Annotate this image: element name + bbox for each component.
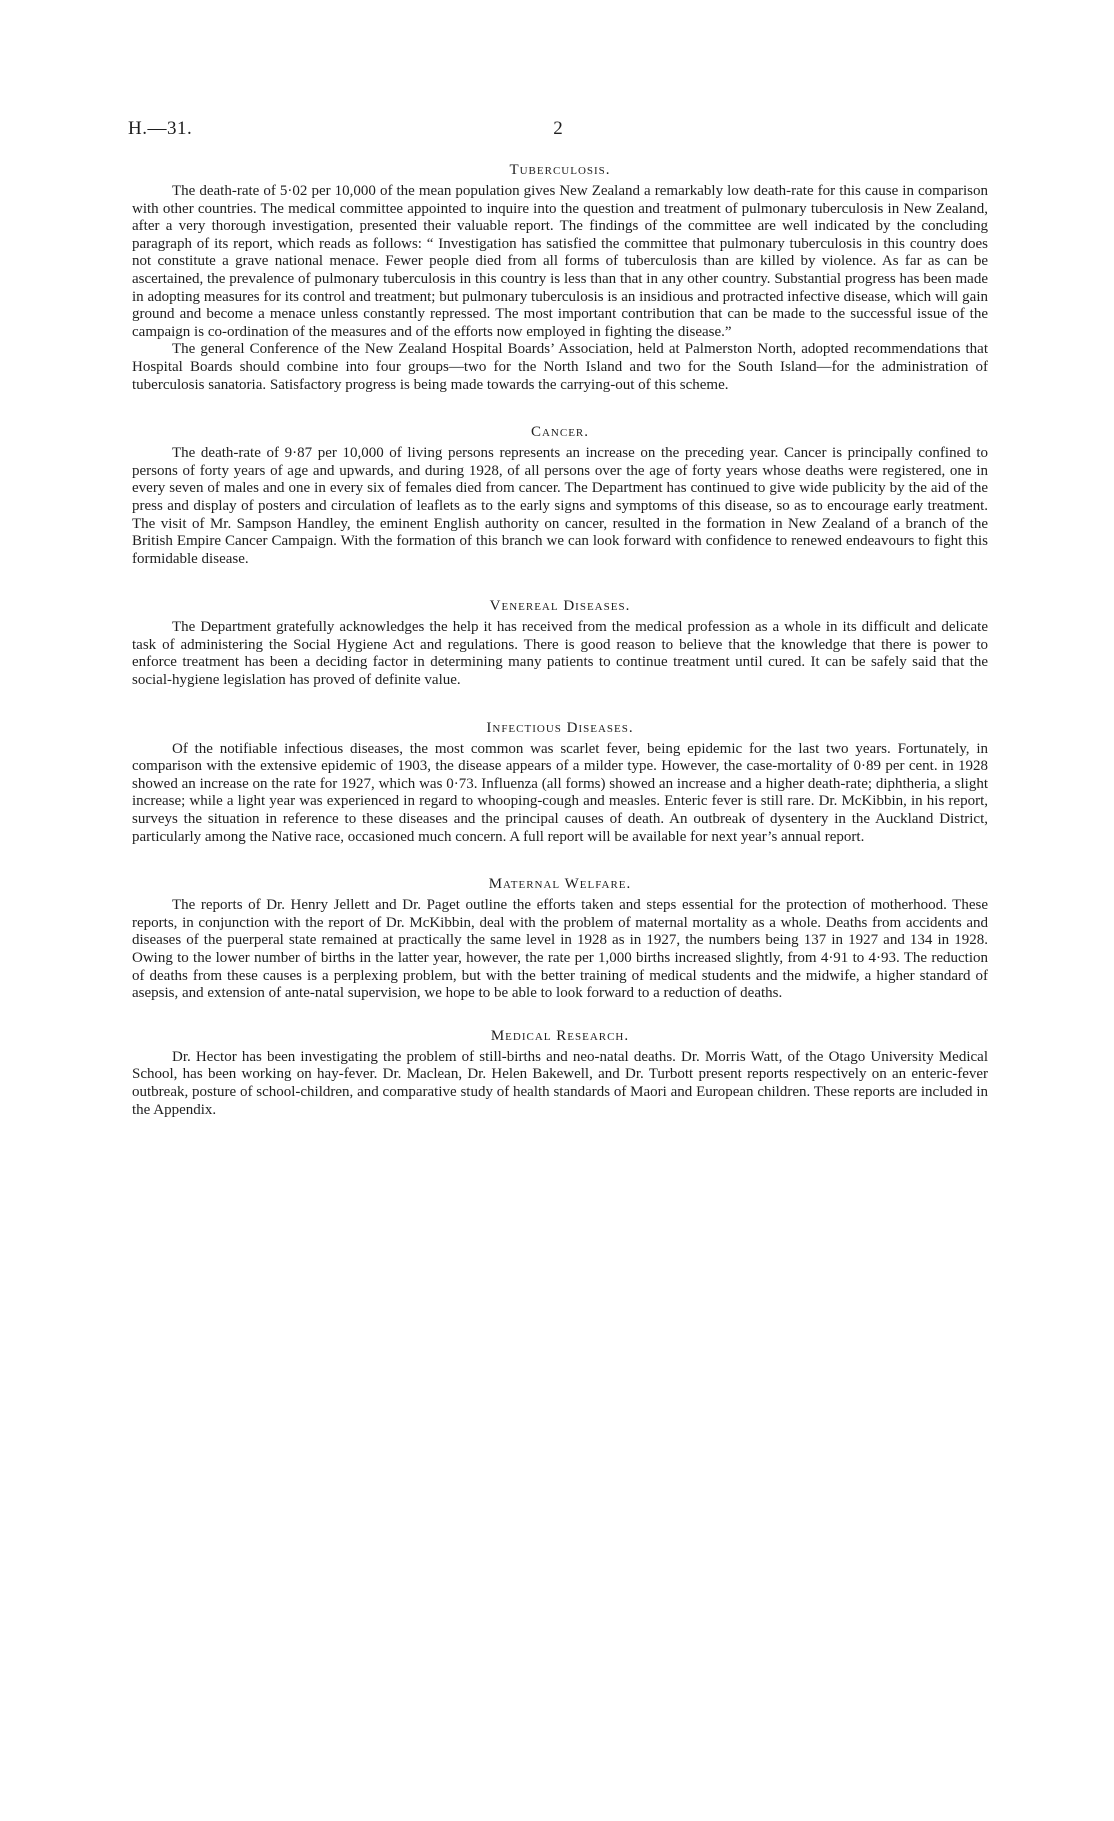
section-spacer bbox=[132, 568, 988, 598]
section-heading: Medical Research. bbox=[490, 1027, 630, 1044]
section-medical-research bbox=[132, 1028, 988, 1119]
section-heading: Venereal Diseases. bbox=[489, 598, 631, 615]
section-infectious-diseases bbox=[132, 720, 988, 847]
section-heading: Tuberculosis. bbox=[509, 162, 611, 178]
section-tuberculosis bbox=[132, 162, 988, 394]
section-spacer bbox=[132, 394, 988, 424]
section-heading: Maternal Welfare. bbox=[488, 876, 632, 893]
paragraph: The Department gratefully acknowledges the help it has received from the medical profession as a whole in its difficult and delicate task of administering the Social Hygiene Act and regulations. There is good reason to believe that the knowledge that there is power to enforce treatment has been a deciding factor in determining many patients to continue treatment until cured. It can be safely said that the social-hygiene legislation has proved of definite value. bbox=[132, 619, 988, 689]
section-heading: Cancer. bbox=[530, 424, 590, 441]
paragraph: Of the notifiable infectious diseases, the most common was scarlet fever, being epidemic for the last two years. Fortunately, in comparison with the extensive epidemic of 1903, the disease appears of a milder type. However, the case-mortality of 0·89 per cent. in 1928 showed an increase on the rate for 1927, which was 0·73. Influenza (all forms) showed an increase and a higher death-rate; diphtheria, a slight increase; while a light year was experienced in regard to whooping-cough and measles. Enteric fever is still rare. Dr. McKibbin, in his report, surveys the situation in reference to these diseases and the principal causes of death. An outbreak of dysentery in the Auckland District, particularly among the Native race, occasioned much concern. A full report will be available for next year’s annual report. bbox=[132, 740, 988, 845]
section-cancer bbox=[132, 424, 988, 568]
paragraph: Dr. Hector has been investigating the problem of still-births and neo-natal deaths. Dr. Morris Watt, of the Otago University Medical School, has been working on hay-fever. Dr. Maclean, Dr. Helen Bakewell, and Dr. Turbott present reports respectively on an enteric-fever outbreak, posture of school-children, and comparative study of health standards of Maori and European children. These reports are included in the Appendix. bbox=[132, 1048, 988, 1118]
paragraph: The reports of Dr. Henry Jellett and Dr. Paget outline the efforts taken and steps essential for the protection of motherhood. These reports, in conjunction with the report of Dr. McKibbin, deal with the problem of maternal mortality as a whole. Deaths from accidents and diseases of the puerperal state remained at practically the same level in 1928 as in 1927, the numbers being 137 in 1927 and 134 in 1928. Owing to the lower number of births in the latter year, however, the rate per 1,000 births increased slightly, from 4·91 to 4·93. The reduction of deaths from these causes is a perplexing problem, but with the better training of medical students and the midwife, a higher standard of asepsis, and extension of ante-natal supervision, we hope to be able to look forward to a reduction of deaths. bbox=[132, 897, 988, 1002]
page-header bbox=[128, 118, 988, 144]
page-number: 2 bbox=[553, 118, 563, 139]
section-spacer bbox=[132, 690, 988, 720]
document-body bbox=[132, 162, 988, 1119]
document-reference: H.—31. bbox=[128, 118, 193, 139]
section-maternal-welfare bbox=[132, 876, 988, 1003]
paragraph: The death-rate of 5·02 per 10,000 of the mean population gives New Zealand a remarkably low death-rate for this cause in comparison with other countries. The medical committee appointed to inquire into the question and treatment of pulmonary tuberculosis in New Zealand, after a very thorough investigation, presented their valuable report. The findings of the committee are well indicated by the concluding paragraph of its report, which reads as follows: “ Investigation has satisfied the committee that pulmonary tuberculosis in this country does not constitute a grave national menace. Fewer people died from all forms of tuberculosis than are killed by violence. As far as can be ascertained, the prevalence of pulmonary tuberculosis in this country is less than that in any other country. Substantial progress has been made in adopting measures for its control and treatment; but pulmonary tuberculosis is an insidious and protracted infective disease, which will gain ground and become a menace unless constantly repressed. The most important contribution that can be made to the successful issue of the campaign is co-ordination of the measures and of the efforts now employed in fighting the disease.” bbox=[132, 183, 988, 340]
paragraph: The general Conference of the New Zealand Hospital Boards’ Association, held at Palmerston North, adopted recommendations that Hospital Boards should combine into four groups—two for the North Island and two for the South Island—for the administration of tuberculosis sanatoria. Satisfactory progress is being made towards the carrying-out of this scheme. bbox=[132, 341, 988, 393]
section-spacer bbox=[132, 1003, 988, 1028]
section-heading: Infectious Diseases. bbox=[486, 719, 634, 736]
section-venereal-diseases bbox=[132, 598, 988, 689]
paragraph: The death-rate of 9·87 per 10,000 of living persons represents an increase on the preceding year. Cancer is principally confined to persons of forty years of age and upwards, and during 1928, of all persons over the age of forty years whose deaths were registered, one in every seven of males and one in every six of females died from cancer. The Department has continued to give wide publicity by the aid of the press and display of posters and circulation of leaflets as to the early signs and symptoms of this disease, so as to encourage early treatment. The visit of Mr. Sampson Handley, the eminent English authority on cancer, resulted in the formation in New Zealand of a branch of the British Empire Cancer Campaign. With the formation of this branch we can look forward with confidence to renewed endeavours to fight this formidable disease. bbox=[132, 445, 988, 567]
section-spacer bbox=[132, 846, 988, 876]
